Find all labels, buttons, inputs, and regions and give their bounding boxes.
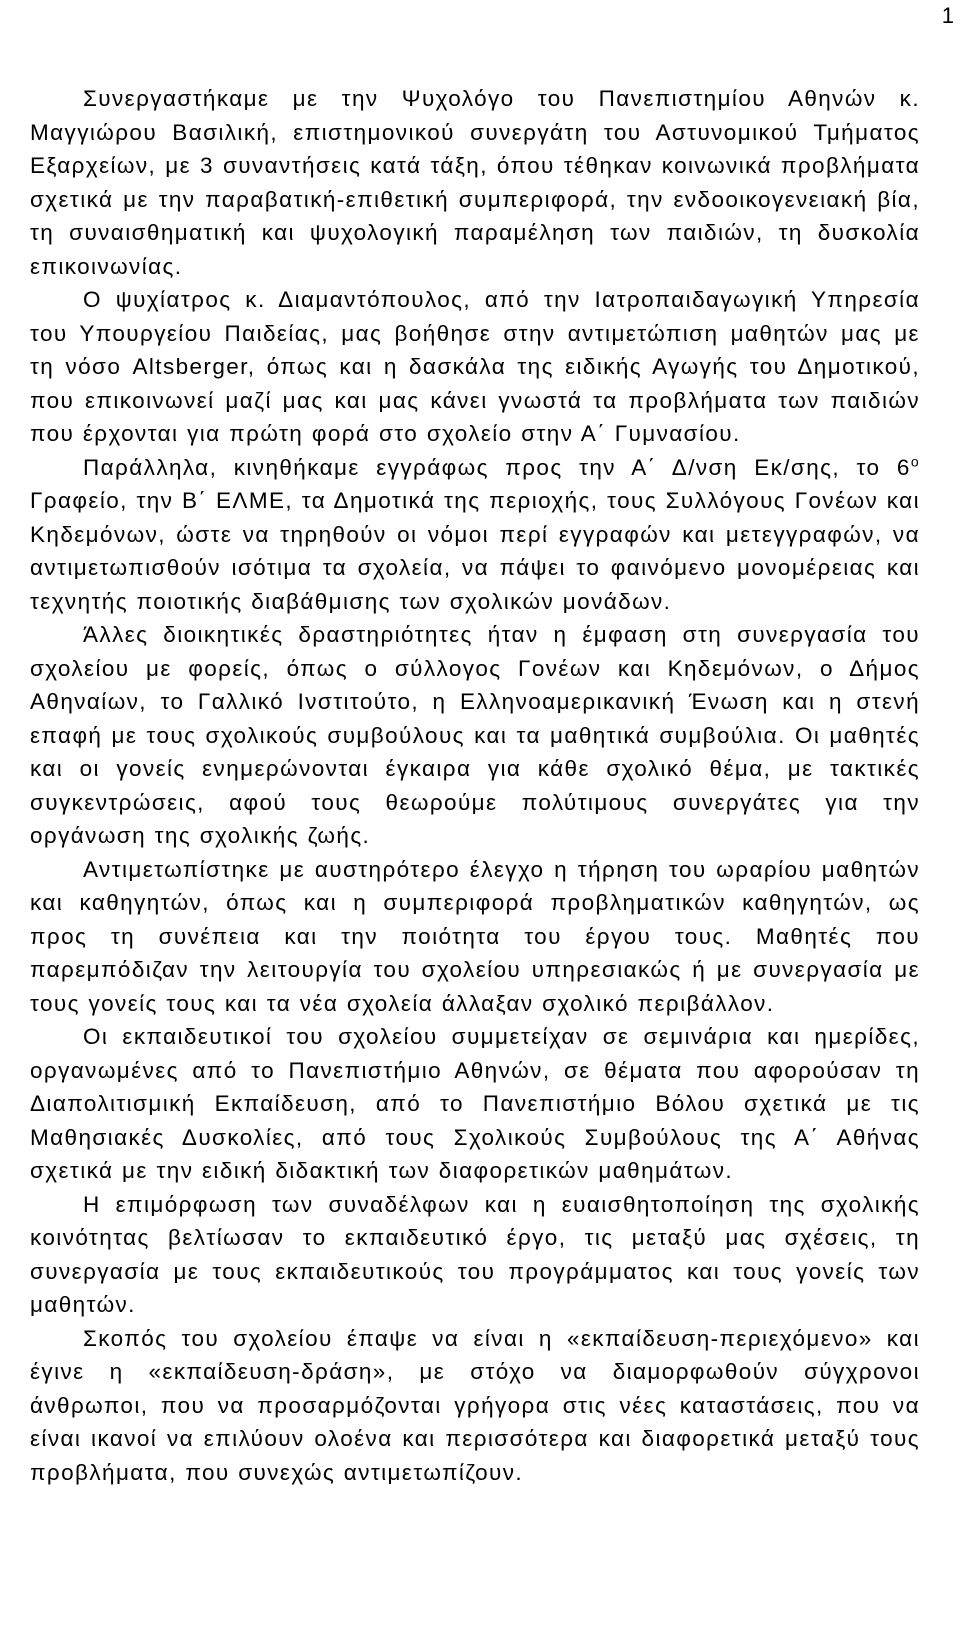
paragraph-training-outcomes: Η επιμόρφωση των συναδέλφων και η ευαισθητοποίηση της σχολικής κοινότητας βελτίωσαν το εκπαιδευτικό έργο, τις μεταξύ μας σχέσεις, τη συνεργασία με τους εκπαιδευτικούς του προγράμματος και τους γονείς των μαθητών.	[30, 1191, 920, 1317]
paragraph-psychiatrist: Ο ψυχίατρος κ. Διαμαντόπουλος, από την Ιατροπαιδαγωγική Υπηρεσία του Υπουργείου Παιδείας, μας βοήθησε στην αντιμετώπιση μαθητών μας με τη νόσο Altsberger, όπως και η δασκάλα της ειδικής Αγωγής του Δημοτικού, που επικοινωνεί μαζί μας και μας κάνει γνωστά τα προβλήματα των παιδιών που έρχονται για πρώτη φορά στο σχολείο στην Α΄ Γυμνασίου.	[30, 287, 920, 446]
page-number: 1	[941, 3, 954, 28]
paragraph-psychologist: Συνεργαστήκαμε με την Ψυχολόγο του Πανεπιστημίου Αθηνών κ. Μαγγιώρου Βασιλική, επιστημονικού συνεργάτη του Αστυνομικού Τμήματος Εξαρχείων, με 3 συναντήσεις κατά τάξη, όπου τέθηκαν κοινωνικά προβλήματα σχετικά με την παραβατική-επιθετική συμπεριφορά, την ενδοοικογενειακή βία, τη συναισθηματική και ψυχολογική παραμέληση των παιδιών, τη δυσκολία επικοινωνίας.	[30, 86, 920, 279]
paragraph-administrative-activities: Άλλες διοικητικές δραστηριότητες ήταν η έμφαση στη συνεργασία του σχολείου με φορείς, όπως ο σύλλογος Γονέων και Κηδεμόνων, ο Δήμος Αθηναίων, το Γαλλικό Ινστιτούτο, η Ελληνοαμερικανική Ένωση και η στενή επαφή με τους σχολικούς συμβούλους και τα μαθητικά συμβούλια. Οι μαθητές και οι γονείς ενημερώνονται έγκαιρα για κάθε σχολικό θέμα, με τακτικές συγκεντρώσεις, αφού τους θεωρούμε πολύτιμους συνεργάτες για την οργάνωση της σχολικής ζωής.	[30, 622, 920, 848]
paragraph-school-purpose: Σκοπός του σχολείου έπαψε να είναι η «εκπαίδευση-περιεχόμενο» και έγινε η «εκπαίδευση-δράση», με στόχο να διαμορφωθούν σύγχρονοι άνθρωποι, που να προσαρμόζονται γρήγορα στις νέες καταστάσεις, που να είναι ικανοί να επιλύουν ολοένα και περισσότερα και διαφορετικά μεταξύ τους προβλήματα, που συνεχώς αντιμετωπίζουν.	[30, 1325, 920, 1485]
paragraph-teacher-seminars: Οι εκπαιδευτικοί του σχολείου συμμετείχαν σε σεμινάρια και ημερίδες, οργανωμένες από το Πανεπιστήμιο Αθηνών, σε θέματα που αφορούσαν τη Διαπολιτισμική Εκπαίδευση, από το Πανεπιστήμιο Βόλου σχετικά με τις Μαθησιακές Δυσκολίες, από τους Σχολικούς Συμβούλους της Α΄ Αθήνας σχετικά με την ειδική διδακτική των διαφορετικών μαθημάτων.	[30, 1024, 920, 1183]
document-body	[30, 82, 920, 1489]
ordinal-superscript: ο	[910, 453, 920, 469]
paragraph-enrollment-text-start: Παράλληλα, κινηθήκαμε εγγράφως προς την Α΄ Δ/νση Εκ/σης, το 6	[83, 454, 911, 480]
paragraph-enrollment-text-end: Γραφείο, την Β΄ ΕΛΜΕ, τα Δημοτικά της περιοχής, τους Συλλόγους Γονέων και Κηδεμόνων, ώστε να τηρηθούν οι νόμοι περί εγγραφών και μετεγγραφών, να αντιμετωπισθούν ισότιμα τα σχολεία, να πάψει το φαινόμενο μονομέρειας και τεχνητής ποιοτικής διαβάθμισης των σχολικών μονάδων.	[30, 488, 920, 614]
paragraph-timetable-control: Αντιμετωπίστηκε με αυστηρότερο έλεγχο η τήρηση του ωραρίου μαθητών και καθηγητών, όπως και η συμπεριφορά προβληματικών καθηγητών, ως προς τη συνέπεια και την ποιότητα του έργου τους. Μαθητές που παρεμπόδιζαν την λειτουργία του σχολείου υπηρεσιακώς ή με συνεργασία με τους γονείς τους και τα νέα σχολεία άλλαξαν σχολικό περιβάλλον.	[30, 856, 920, 1016]
paragraph-enrollment-actions	[30, 451, 920, 619]
